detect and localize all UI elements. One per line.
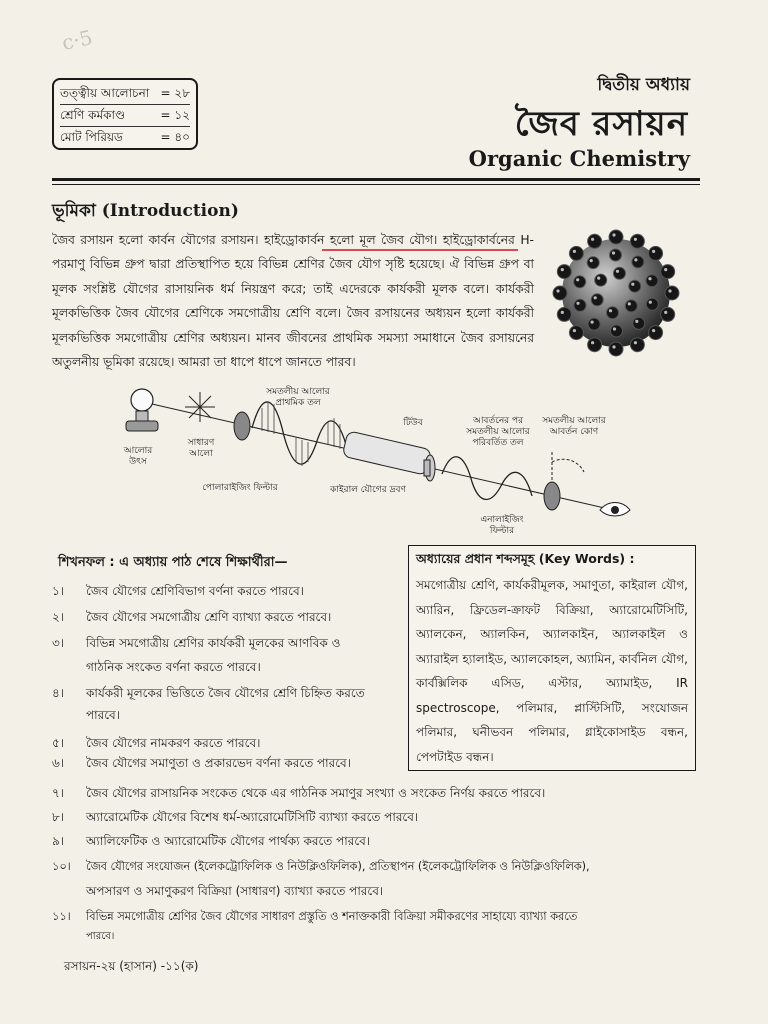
objective-text: জৈব যৌগের শ্রেণিবিভাগ বর্ণনা করতে পারবে। <box>86 584 304 598</box>
wave-hatching <box>262 402 340 466</box>
atom-highlight <box>591 238 594 241</box>
objective-number: ৪। <box>52 686 65 700</box>
atom-highlight <box>612 251 615 254</box>
objective-continuation: পারবে। <box>86 708 121 722</box>
atom-highlight <box>573 250 576 253</box>
label-light-source: আলোর উৎস <box>123 446 153 467</box>
period-row <box>60 83 190 104</box>
atom-highlight <box>597 277 600 280</box>
keywords-text: সমগোত্রীয় শ্রেণি, কার্যকরীমূলক, সমাণুতা, কাইরাল যৌগ, অ্যারিন, ফ্রিডেল-ক্রাফট বিক্রিয়া, অ্যারোমেটিসিটি, অ্যালকেন, অ্যালকিন, অ্যালকাইন, অ্যালকাইল ও অ্যারাইল হ্যালাইড, অ্যালকোহল, অ্যামিন, কার্বনিল যৌগ, কার্বক্সিলিক এসিড, এস্টার, অ্যামাইড, IR spectroscope, পলিমার, প্লাস্টিসিটি, সংযোজন পলিমার, ঘনীভবন পলিমার, গ্লাইকোসাইড বন্ধন, পেপটাইড বন্ধন। <box>416 578 688 764</box>
chapter-number: দ্বিতীয় অধ্যায় <box>597 75 690 95</box>
atom-highlight <box>664 268 667 271</box>
objective-text: জৈব যৌগের নামকরণ করতে পারবে। <box>86 736 261 750</box>
atom-highlight <box>594 296 597 299</box>
atom-highlight <box>648 277 651 280</box>
objective-continuation: গাঠনিক সংকেত বর্ণনা করতে পারবে। <box>86 660 261 674</box>
keywords-heading: অধ্যায়ের প্রধান শব্দসমূহ (Key Words) : <box>416 551 635 566</box>
atom <box>569 246 583 260</box>
objective-item <box>52 806 418 828</box>
atom-highlight <box>649 301 652 304</box>
intro-paragraph: জৈব রসায়ন হলো কার্বন যৌগের রসায়ন। হাইড্রোকার্বন হলো মূল জৈব যৌগ। হাইড্রোকার্বনের H-পরমাণু বিভিন্ন গ্রুপ দ্বারা প্রতিস্থাপিত হয়ে বিভিন্ন শ্রেণির জৈব যৌগ সৃষ্টি হয়েছে। ঐ বিভিন্ন গ্রুপ বা মূলক সংশ্লিষ্ট যৌগের রাসায়নিক ধর্ম নিয়ন্ত্রণ করে; তাই এদেরকে কার্যকরী মূলক বলে। কার্যকরী মূলকভিত্তিক জৈব যৌগের শ্রেণিকে সমগোত্রীয় শ্রেণি বলে। জৈব রসায়নের অধ্যয়ন হলো কার্যকরী মূলকভিত্তিক সমগোত্রীয় শ্রেণির অধ্যয়ন। মানব জীবনের প্রাথমিক সমস্যা সমাধানে জৈব রসায়নের অতুলনীয় ভূমিকা রয়েছে। আমরা তা ধাপে ধাপে জানতে পারব। <box>52 233 534 370</box>
atom <box>665 286 679 300</box>
period-row <box>60 126 190 148</box>
atom-highlight <box>652 250 655 253</box>
objective-item <box>52 732 260 754</box>
rotated-wave <box>442 457 532 500</box>
atom-highlight <box>652 329 655 332</box>
atom <box>588 234 602 248</box>
atom-highlight <box>628 302 631 305</box>
atom <box>661 265 675 279</box>
period-label: তত্ত্বীয় আলোচনা <box>60 86 150 100</box>
atom-highlight <box>616 270 619 273</box>
atom-highlight <box>668 289 671 292</box>
objective-text: বিভিন্ন সমগোত্রীয় শ্রেণির কার্যকরী মূলকের আণবিক ও <box>86 636 341 650</box>
atom <box>646 275 658 287</box>
analyzer-disc <box>544 482 560 510</box>
label-tube: টিউব <box>403 418 423 428</box>
objectives-heading: শিখনফল : এ অধ্যায় পাঠ শেষে শিক্ষার্থীরা— <box>58 555 288 570</box>
fullerene-molecule-image <box>538 218 694 368</box>
objective-item <box>52 752 351 774</box>
atom-highlight <box>631 283 634 286</box>
atom-highlight <box>613 327 616 330</box>
atom <box>632 256 644 268</box>
objective-number: ১। <box>52 584 65 598</box>
atom <box>614 267 626 279</box>
atom-highlight <box>634 341 637 344</box>
header-rule-thin <box>52 184 700 185</box>
atom-highlight <box>576 278 579 281</box>
atom-highlight <box>561 268 564 271</box>
atom <box>633 317 645 329</box>
period-label: শ্রেণি কর্মকাণ্ড <box>60 108 126 122</box>
atom <box>607 307 619 319</box>
header-rule <box>52 178 700 181</box>
label-rotated-plane: আবর্তনের পর সমতলীয় আলোর পরিবর্তিত তল <box>466 416 530 448</box>
atom <box>587 257 599 269</box>
tube-icon <box>342 431 435 481</box>
atom <box>569 326 583 340</box>
period-value: = ৪০ <box>160 130 190 144</box>
rotation-angle-arc <box>552 459 584 472</box>
objective-item <box>52 606 331 628</box>
atom <box>661 307 675 321</box>
atom-highlight <box>591 321 594 324</box>
page-footer: রসায়ন-২য় (হাসান) -১১(ক) <box>64 959 199 973</box>
objective-number: ৮। <box>52 810 65 824</box>
polarizer-disc <box>234 412 250 440</box>
label-ordinary-light: সাধারণ আলো <box>187 438 215 459</box>
objective-continuation: অপসারণ ও সমাণুকরণ বিক্রিয়া (সাধারণ) ব্যাখ্যা করতে পারবে। <box>86 884 384 898</box>
atom-highlight <box>561 311 564 314</box>
atom <box>574 276 586 288</box>
atom <box>646 298 658 310</box>
label-chiral-solution: কাইরাল যৌগের দ্রবণ <box>330 485 406 495</box>
atom <box>630 338 644 352</box>
objective-number: ৩। <box>52 636 65 650</box>
label-rotation-angle: সমতলীয় আলোর আবর্তন কোণ <box>542 416 606 437</box>
atom <box>588 318 600 330</box>
objective-number: ২। <box>52 610 65 624</box>
red-pen-underline <box>322 249 518 251</box>
atom-highlight <box>664 311 667 314</box>
atom <box>611 325 623 337</box>
atom <box>557 265 571 279</box>
objective-item <box>52 682 365 704</box>
atom <box>629 280 641 292</box>
objective-item <box>52 782 545 804</box>
objective-continuation: পারবে। <box>86 931 115 942</box>
pencil-mark: c·5 <box>59 25 95 55</box>
objective-text: কার্যকরী মূলকের ভিত্তিতে জৈব যৌগের শ্রেণি চিহ্নিত করতে <box>86 686 365 700</box>
objective-number: ১১। <box>52 910 71 923</box>
atom <box>609 230 623 244</box>
atom <box>630 234 644 248</box>
objective-item <box>52 856 590 878</box>
atom <box>574 299 586 311</box>
atom <box>649 326 663 340</box>
atom-highlight <box>573 329 576 332</box>
atom <box>595 274 607 286</box>
objective-text: অ্যারোমেটিক যৌগের বিশেষ ধর্ম-অ্যারোমেটিসিটি ব্যাখ্যা করতে পারবে। <box>86 810 419 824</box>
objective-text: জৈব যৌগের সংযোজন (ইলেকট্রোফিলিক ও নিউক্লিওফিলিক), প্রতিস্থাপন (ইলেকট্রোফিলিক ও নিউক্লিওফিলিক), <box>86 860 590 873</box>
period-value: = ২৮ <box>160 86 190 100</box>
chapter-title-bengali: জৈব রসায়ন <box>514 104 688 144</box>
objective-text: জৈব যৌগের সমাণুতা ও প্রকারভেদ বর্ণনা করতে পারবে। <box>86 756 352 770</box>
period-row <box>60 104 190 126</box>
atom-highlight <box>590 259 593 262</box>
atom <box>591 294 603 306</box>
label-initial-plane: সমতলীয় আলোর প্রাথমিক তল <box>266 387 330 408</box>
atom <box>557 307 571 321</box>
lamp-icon <box>126 389 158 431</box>
objective-text: বিভিন্ন সমগোত্রীয় শ্রেণির জৈব যৌগের সাধারণ প্রস্তুতি ও শনাক্তকারী বিক্রিয়া সমীকরণের সাহায্যে ব্যাখ্যা করতে <box>86 910 578 923</box>
chapter-title-english: Organic Chemistry <box>468 146 690 171</box>
intro-heading: ভূমিকা (Introduction) <box>52 201 239 221</box>
period-box <box>52 78 198 150</box>
objective-item <box>52 830 370 852</box>
objective-text: জৈব যৌগের সমগোত্রীয় শ্রেণি ব্যাখ্যা করতে পারবে। <box>86 610 332 624</box>
period-label: মোট পিরিয়ড <box>60 130 123 144</box>
atom <box>649 246 663 260</box>
objective-item <box>52 632 340 654</box>
atom-highlight <box>634 238 637 241</box>
objective-number: ৬। <box>52 756 65 770</box>
atom <box>553 286 567 300</box>
atom <box>609 342 623 356</box>
objective-item <box>52 580 304 602</box>
atom-highlight <box>634 258 637 261</box>
objective-text: জৈব যৌগের রাসায়নিক সংকেত থেকে এর গাঠনিক সমাণুর সংখ্যা ও সংকেত নির্ণয় করতে পারবে। <box>86 786 546 800</box>
label-polarizing-filter: পোলারাইজিং ফিল্টার <box>202 483 278 493</box>
keywords-box <box>408 545 696 771</box>
objective-number: ৭। <box>52 786 65 800</box>
objective-number: ১০। <box>52 860 71 873</box>
atom-highlight <box>591 341 594 344</box>
atom <box>625 300 637 312</box>
atom-highlight <box>612 345 615 348</box>
atom <box>588 338 602 352</box>
atom-highlight <box>576 302 579 305</box>
eye-pupil-icon <box>611 506 619 514</box>
atom-highlight <box>609 309 612 312</box>
period-value: = ১২ <box>160 108 190 122</box>
objective-number: ৯। <box>52 834 65 848</box>
atom <box>610 249 622 261</box>
label-analyzing-filter: এনালাইজিং ফিল্টার <box>480 515 524 536</box>
objective-item <box>52 906 577 928</box>
atom-highlight <box>612 233 615 236</box>
atom-highlight <box>635 320 638 323</box>
objective-number: ৫। <box>52 736 65 750</box>
atom-highlight <box>556 289 559 292</box>
objective-text: অ্যালিফেটিক ও অ্যারোমেটিক যৌগের পার্থক্য করতে পারবে। <box>86 834 371 848</box>
